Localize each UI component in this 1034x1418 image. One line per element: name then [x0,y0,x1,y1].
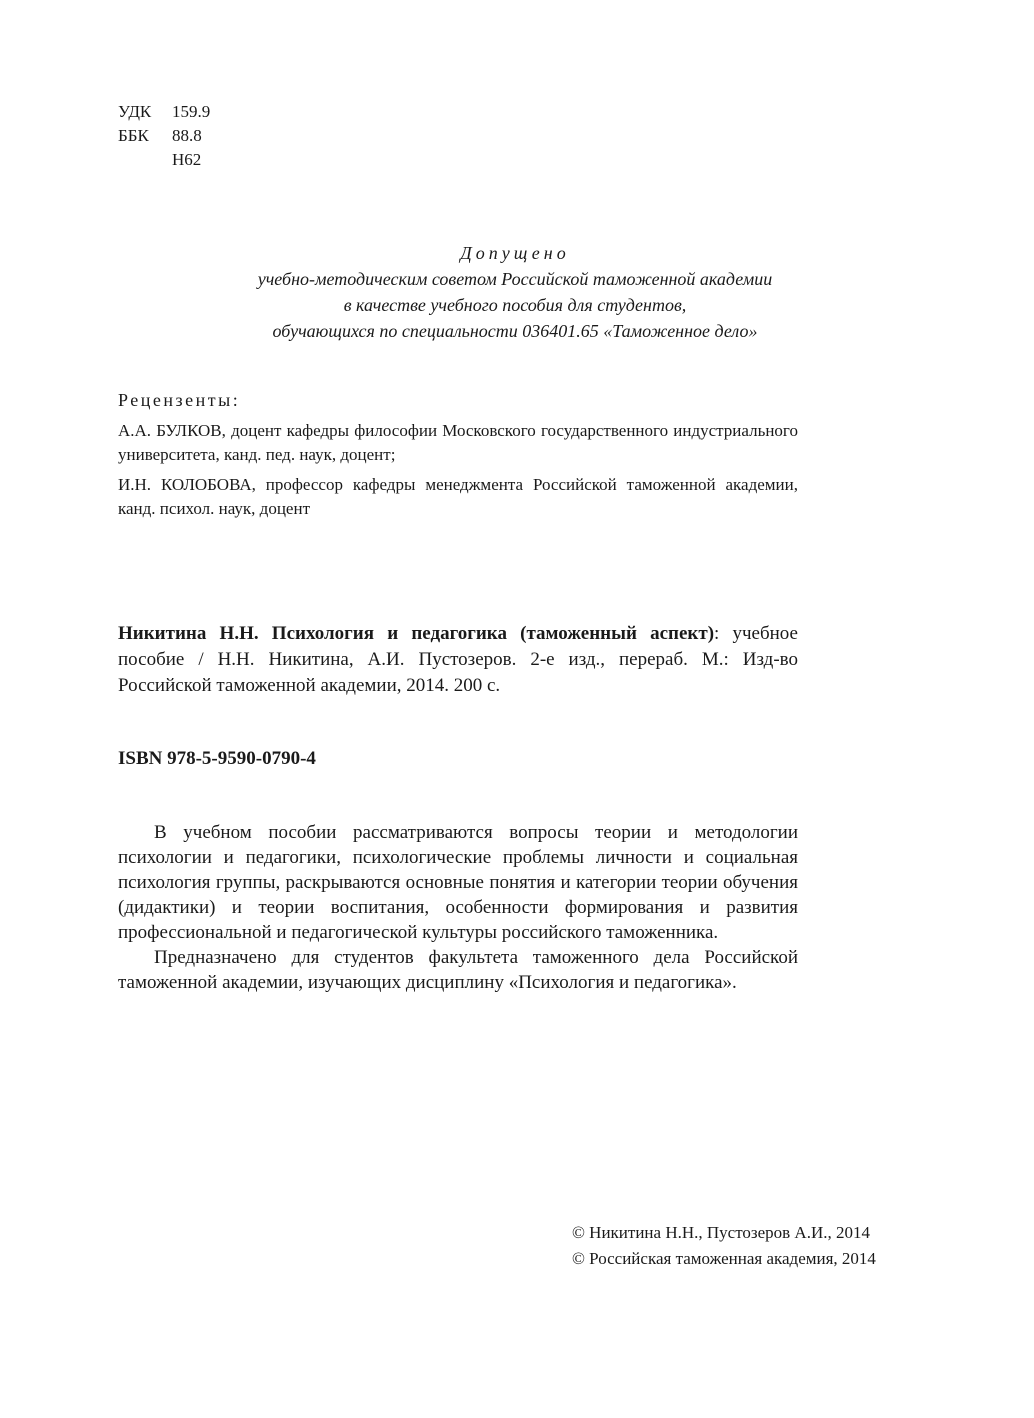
classification-block [118,100,210,172]
copyright-line: © Никитина Н.Н., Пустозеров А.И., 2014 [572,1223,870,1242]
citation-author-title: Никитина Н.Н. Психология и педагогика (таможенный аспект) [118,623,715,644]
reviewers-title: Рецензенты: [118,390,241,410]
classification-key [118,148,172,172]
bibliographic-citation [118,621,798,699]
classification-row-udk [118,100,210,124]
classification-value: 159.9 [172,102,211,121]
citation-details: : учебное пособие / Н.Н. Никитина, А.И. Пустозеров. 2-е изд., перераб. М.: Изд-во Российской таможенной академии, 2014. 200 с. [118,623,798,696]
isbn: ISBN 978-5-9590-0790-4 [118,748,316,769]
approval-line: в качестве учебного пособия для студентов, [343,295,687,315]
reviewer-entry: А.А. БУЛКОВ, доцент кафедры философии Московского государственного индустриального университета, канд. пед. наук, доцент; [118,421,798,464]
copyright-block [572,1220,876,1272]
approval-heading: Допущено [460,243,570,263]
approval-block [200,240,830,344]
copyright-line: © Российская таможенная академия, 2014 [572,1249,876,1268]
classification-row-bbk [118,124,210,148]
classification-key: ББК [118,126,149,145]
classification-value: Н62 [172,150,202,169]
classification-value: 88.8 [172,126,202,145]
approval-line: обучающихся по специальности 036401.65 «Таможенное дело» [272,321,758,341]
approval-line: учебно-методическим советом Российской таможенной академии [257,269,773,289]
abstract-paragraph: В учебном пособии рассматриваются вопросы теории и методологии психологии и педагогики, психологические проблемы личности и социальная психология группы, раскрываются основные понятия и категории теории обучения (дидактики) и теории воспитания, особенности формирования и развития профессиональной и педагогической культуры российского таможенника. [118,822,798,943]
classification-key: УДК [118,102,152,121]
abstract-paragraph: Предназначено для студентов факультета таможенного дела Российской таможенной академии, изучающих дисциплину «Психология и педагогика». [118,947,798,993]
reviewers-block [118,390,798,527]
abstract-block [118,820,798,995]
classification-row-author-mark [118,148,210,172]
reviewer-entry: И.Н. КОЛОБОВА, профессор кафедры менеджмента Российской таможенной академии, канд. психол. наук, доцент [118,475,798,518]
